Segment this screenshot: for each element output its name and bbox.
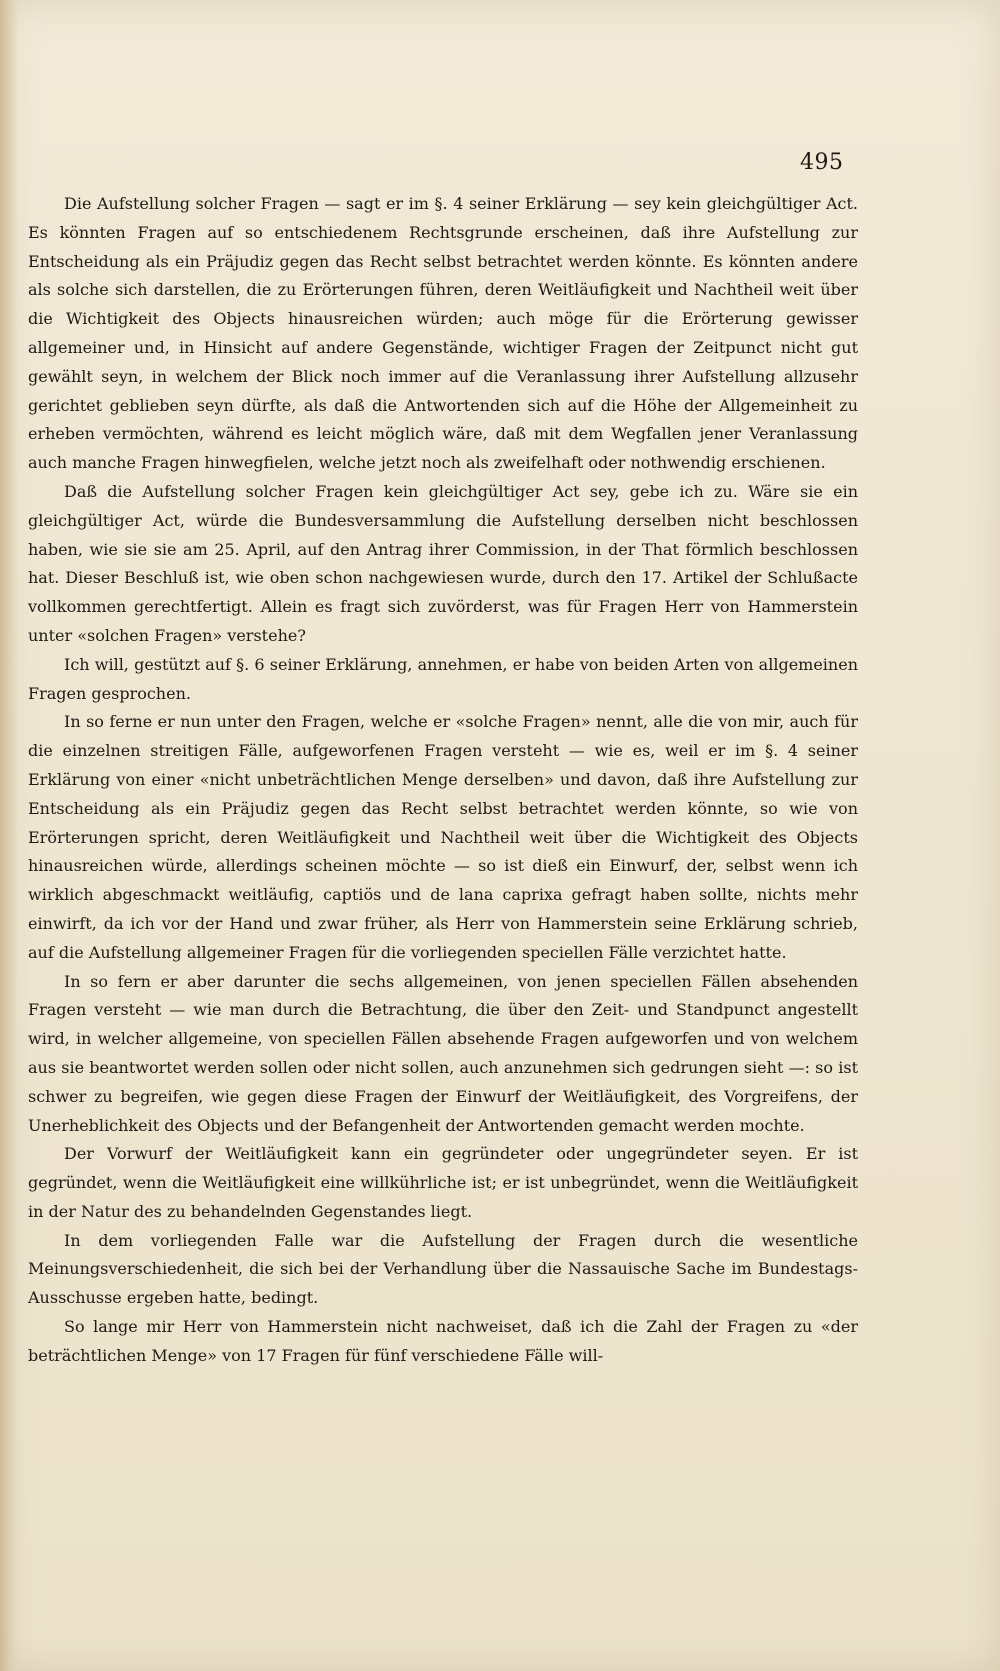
paragraph-5: In so fern er aber darunter die sechs allgemeinen, von jenen speciellen Fällen absehenden Fragen versteht — wie man durch die Betrachtung, die über den Zeit- und Standpunct angestellt wird, in welcher allgemeine, von speciellen Fällen absehende Fragen aufgeworfen und von welchem aus sie beantwortet werden sollen oder nicht sollen, auch anzunehmen sich gedrungen sieht —: so ist schwer zu begreifen, wie gegen diese Fragen der Einwurf der Weitläufigkeit, des Vorgreifens, der Unerheblichkeit des Objects und der Befangenheit der Antwortenden gemacht werden mochte. xyxy=(28,971,858,1135)
paragraph-4: In so ferne er nun unter den Fragen, welche er «solche Fragen» nennt, alle die von mir, auch für die einzelnen streitigen Fälle, aufgeworfenen Fragen versteht — wie es, weil er im §. 4 seiner Erklärung von einer «nicht unbeträchtlichen Menge derselben» und davon, daß ihre Aufstellung zur Entscheidung als ein Präjudiz gegen das Recht selbst betrachtet werden könnte, so wie von Erörterungen spricht, deren Weitläufigkeit und Nachtheil weit über die Wichtigkeit des Objects hinausreichen würde, allerdings scheinen möchte — so ist dieß ein Einwurf, der, selbst wenn ich wirklich abgeschmackt weitläufig, captiös und de lana caprixa gefragt haben sollte, nichts mehr einwirft, da ich vor der Hand und zwar früher, als Herr von Hammerstein seine Erklärung schrieb, auf die Aufstellung allgemeiner Fragen für die vorliegenden speciellen Fälle verzichtet hatte. xyxy=(28,712,858,962)
paragraph-8: So lange mir Herr von Hammerstein nicht nachweiset, daß ich die Zahl der Fragen zu «der beträchtlichen Menge» von 17 Fragen für fünf verschiedene Fälle will- xyxy=(28,1317,858,1365)
paragraph-3: Ich will, gestützt auf §. 6 seiner Erklärung, annehmen, er habe von beiden Arten von allgemeinen Fragen gesprochen. xyxy=(28,654,858,703)
page-gutter xyxy=(0,0,18,1671)
paragraph-1: Die Aufstellung solcher Fragen — sagt er im §. 4 seiner Erklärung — sey kein gleichgültiger Act. Es könnten Fragen auf so entschiedenem Rechtsgrunde erscheinen, daß ihre Aufstellung zur Entscheidung als ein Präjudiz gegen das Recht selbst betrachtet werden könnte. Es könnten andere als solche sich darstellen, die zu Erörterungen führen, deren Weitläufigkeit und Nachtheil weit über die Wichtigkeit des Objects hinausreichen würden; auch möge für die Erörterung gewisser allgemeiner und, in Hinsicht auf andere Gegenstände, wichtiger Fragen der Zeitpunct nicht gut gewählt seyn, in welchem der Blick noch immer auf die Veranlassung ihrer Aufstellung allzusehr gerichtet geblieben seyn dürfte, als daß die Antwortenden sich auf die Höhe der Allgemeinheit zu erheben vermöchten, während es leicht möglich wäre, daß mit dem Wegfallen jener Veranlassung auch manche Fragen hinwegfielen, welche jetzt noch als zweifelhaft oder nothwendig erschienen. xyxy=(28,194,858,473)
paragraph-6: Der Vorwurf der Weitläufigkeit kann ein gegründeter oder ungegründeter seyen. Er ist gegründet, wenn die Weitläufigkeit eine willkührliche ist; er ist unbegründet, wenn die Weitläufigkeit in der Natur des zu behandelnden Gegenstandes liegt. xyxy=(28,1144,858,1221)
paragraph-2: Daß die Aufstellung solcher Fragen kein gleichgültiger Act sey, gebe ich zu. Wäre sie ein gleichgültiger Act, würde die Bundesversammlung die Aufstellung derselben nicht beschlossen haben, wie sie sie am 25. April, auf den Antrag ihrer Commission, in der That förmlich beschlossen hat. Dieser Beschluß ist, wie oben schon nachgewiesen wurde, durch den 17. Artikel der Schlußacte vollkommen gerechtfertigt. Allein es fragt sich zuvörderst, was für Fragen Herr von Hammerstein unter «solchen Fragen» verstehe? xyxy=(28,481,858,645)
page-number: 495 xyxy=(800,150,844,175)
paragraph-7: In dem vorliegenden Falle war die Aufstellung der Fragen durch die wesentliche Meinungsverschiedenheit, die sich bei der Verhandlung über die Nassauische Sache im Bundestags-Ausschusse ergeben hatte, bedingt. xyxy=(28,1230,858,1308)
body-text xyxy=(28,190,858,1371)
